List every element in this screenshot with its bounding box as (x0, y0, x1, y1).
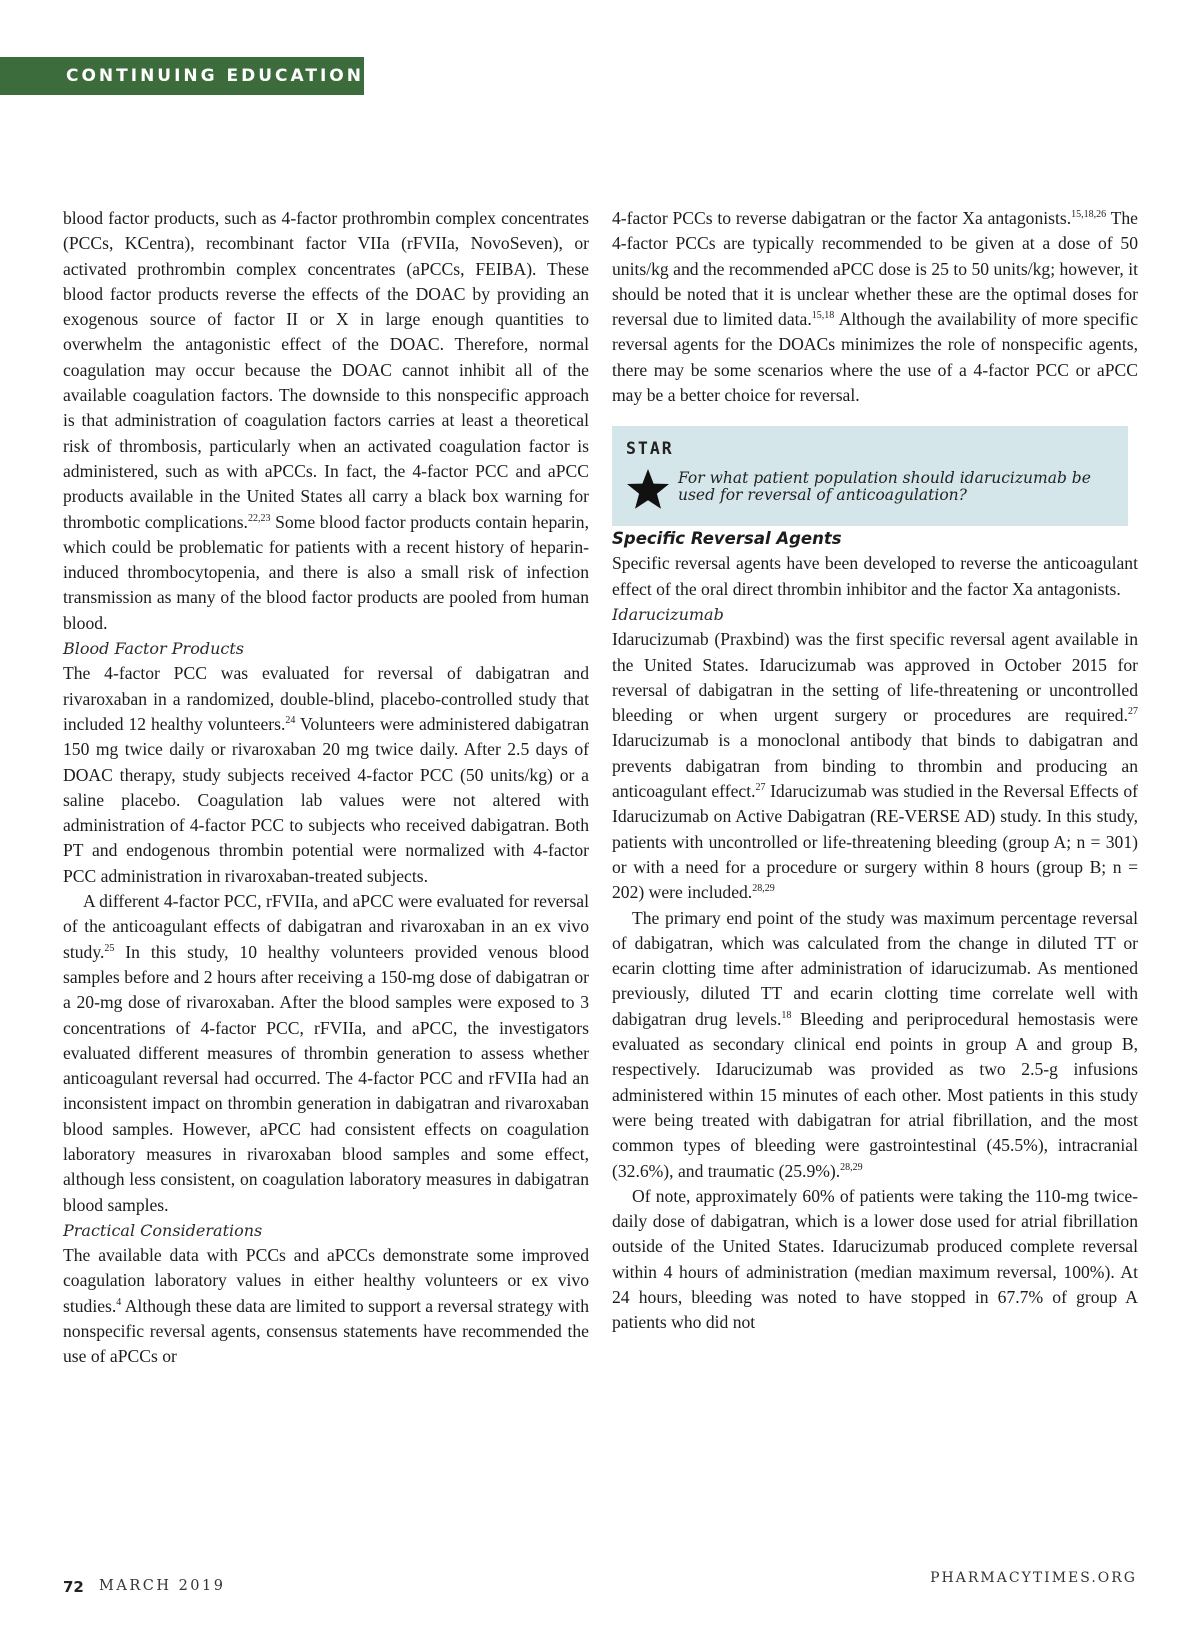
section-label: CONTINUING EDUCATION (66, 66, 364, 86)
citation: 28,29 (840, 1161, 863, 1173)
star-title: STAR (626, 439, 674, 459)
subheading-blood-factor-products: Blood Factor Products (63, 639, 244, 659)
citation: 4 (116, 1296, 122, 1308)
citation: 28,29 (752, 883, 775, 895)
paragraph: The primary end point of the study was maximum percentage reversal of dabigatran, which was calculated from the change in diluted TT or ecarin clotting time after administration of idarucizumab. As mentioned previously, diluted TT and ecarin clotting time correlate well with dabigatran drug levels.$^{18}$ Bleeding and periprocedural hemostasis were evaluated as secondary clinical end points in group A and group B, respectively. Idarucizumab was provided as two 2.5-g infusions administered within 15 minutes of each other. Most patients in this study were being treated with dabigatran for atrial fibrillation, and the most common types of bleeding were gastrointestinal (45.5%), intracranial (32.6%), and traumatic (25.9%).$^{28,29}$ (612, 907, 1139, 1181)
left-column (63, 206, 589, 1370)
citation: 22,23 (247, 512, 271, 524)
issue-date: MARCH 2019 (99, 1578, 226, 1594)
paragraph: Of note, approximately 60% of patients were taking the 110-mg twice-daily dose of dabigatran, which is a lower dose used for atrial fibrillation outside of the United States. Idarucizumab produced complete reversal within 4 hours of administration (median maximum reversal, 100%). At 24 hours, bleeding was noted to have stopped in 67.7% of group A patients who did not (612, 1185, 1138, 1333)
paragraph: The 4-factor PCC was evaluated for reversal of dabigatran and rivaroxaban in a randomized, double-blind, placebo-controlled study that included 12 healthy volunteers.$^{24}$ Volunteers were administered dabigatran 150 mg twice daily or rivaroxaban 20 mg twice daily. After 2.5 days of DOAC therapy, study subjects received 4-factor PCC (50 units/kg) or a saline placebo. Coagulation lab values were not altered with administration of 4-factor PCC to subjects who received dabigatran. Both PT and endogenous thrombin potential were normalized with 4-factor PCC administration in rivaroxaban-treated subjects. (63, 663, 589, 886)
star-callout-box (612, 426, 1128, 526)
citation: 24 (285, 715, 296, 727)
citation: 25 (104, 942, 115, 954)
citation: 27 (755, 782, 766, 794)
citation: 15,18,26 (1071, 209, 1107, 221)
paragraph: 4-factor PCCs to reverse dabigatran or the factor Xa antagonists.$^{15,18,26}$ The 4-factor PCCs are typically recommended to be given at a dose of 50 units/kg and the recommended aPCC dose is 25 to 50 units/kg; however, it should be noted that it is unclear whether these are the optimal doses for reversal due to limited data.$^{15,18}$ Although the availability of more specific reversal agents for the DOACs minimizes the role of nonspecific agents, there may be some scenarios where the use of a 4-factor PCC or aPCC may be a better choice for reversal. (612, 208, 1138, 406)
section-banner (0, 57, 364, 95)
citation: 18 (781, 1009, 792, 1021)
subheading-practical-considerations: Practical Considerations (63, 1220, 263, 1240)
paragraph: blood factor products, such as 4-factor prothrombin complex concentrates (PCCs, KCentra), recombinant factor VIIa (rFVIIa, NovoSeven), or activated prothrombin complex concentrates (aPCCs, FEIBA). These blood factor products reverse the effects of the DOAC by providing an exogenous source of factor II or X in large enough quantities to overwhelm the antagonistic effect of the DOAC. Therefore, normal coagulation may occur because the DOAC cannot inhibit all of the available coagulation factors. The downside to this nonspecific approach is that administration of coagulation factors carries at least a theoretical risk of thrombosis, particularly when an activated coagulation factor is administered, such as with aPCCs. In fact, the 4-factor PCC and aPCC products available in the United States all carry a black box warning for thrombotic complications.$^{22,23}$ Some blood factor products contain heparin, which could be problematic for patients with a recent history of heparin-induced thrombocytopenia, and there is also a small risk of infection transmission as many of the blood factor products are pooled from human blood. (63, 208, 590, 633)
subheading-specific-reversal-agents: Specific Reversal Agents (612, 529, 842, 549)
citation: 15,18 (811, 310, 835, 322)
right-column (612, 206, 1138, 1336)
star-question: For what patient population should idarucizumab be used for reversal of anticoagulation? (678, 469, 1091, 505)
paragraph: The available data with PCCs and aPCCs demonstrate some improved coagulation laboratory values in either healthy volunteers or ex vivo studies.$^4$ Although these data are limited to support a reversal strategy with nonspecific reversal agents, consensus statements have recommended the use of aPCCs or (63, 1245, 589, 1367)
page-number: 72 (63, 1578, 84, 1596)
subheading-idarucizumab: Idarucizumab (612, 604, 724, 624)
citation: 27 (1128, 706, 1138, 718)
paragraph: Idarucizumab (Praxbind) was the first specific reversal agent available in the United States. Idarucizumab was approved in October 2015 for reversal of dabigatran in the setting of life-threatening or uncontrolled bleeding or when urgent surgery or procedures are required.$^{27}$ Idarucizumab is a monoclonal antibody that binds to dabigatran and prevents dabigatran from binding to thrombin and producing an anticoagulant effect.$^{27}$ Idarucizumab was studied in the Reversal Effects of Idarucizumab on Active Dabigatran (RE-VERSE AD) study. In this study, patients with uncontrolled or life-threatening bleeding (group A; n = 301) or with a need for a procedure or surgery within 8 hours (group B; n = 202) were included.$^{28,29}$ (612, 629, 1138, 903)
website-url: PHARMACYTIMES.ORG (930, 1570, 1137, 1586)
paragraph: A different 4-factor PCC, rFVIIa, and aPCC were evaluated for reversal of the anticoagulant effects of dabigatran and rivaroxaban in an ex vivo study.$^{25}$ In this study, 10 healthy volunteers provided venous blood samples before and 2 hours after receiving a 150-mg dose of dabigatran or a 20-mg dose of rivaroxaban. After the blood samples were exposed to 3 concentrations of 4-factor PCC, rFVIIa, and aPCC, the investigators evaluated different measures of thrombin generation to assess whether anticoagulant reversal had occurred. The 4-factor PCC and rFVIIa had an inconsistent impact on thrombin generation in dabigatran and rivaroxaban blood samples. However, aPCC had consistent effects on coagulation laboratory measures in rivaroxaban blood samples and some effect, although less consistent, on coagulation laboratory measures in dabigatran blood samples. (63, 891, 589, 1215)
paragraph: Specific reversal agents have been developed to reverse the anticoagulant effect of the oral direct thrombin inhibitor and the factor Xa antagonists. (612, 553, 1138, 599)
star-icon (626, 468, 670, 510)
